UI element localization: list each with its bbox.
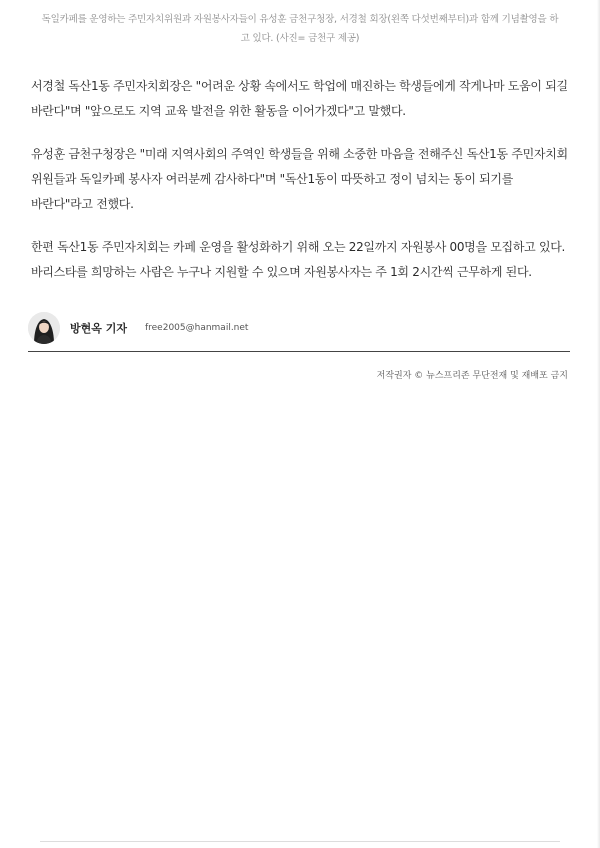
article-paragraph: 유성훈 금천구청장은 "미래 지역사회의 주역인 학생들을 위해 소중한 마음을 전해주신 독산1동 주민자치회 위원들과 독일카페 봉사자 여러분께 감사하다"며 "독산1동이 따뜻하고 정이 넘치는 동이 되기를 바란다"라고 전했다.	[31, 147, 568, 211]
photo-caption: 독일카페를 운영하는 주민자치위원과 자원봉사자들이 유성훈 금천구청장, 서경철 회장(왼쪽 다섯번째부터)과 함께 기념촬영을 하고 있다. (사진= 금천구 제공)	[41, 14, 559, 44]
byline	[28, 310, 248, 346]
article-paragraph: 서경철 독산1동 주민자치회장은 "어려운 상황 속에서도 학업에 매진하는 학생들에게 작게나마 도움이 되길 바란다"며 "앞으로도 지역 교육 발전을 위한 활동을 이어가겠다"고 말했다.	[31, 79, 568, 118]
copyright-notice: 저작권자 © 뉴스프리존 무단전재 및 재배포 금지	[376, 371, 568, 381]
reporter-email[interactable]: free2005@hanmail.net	[144, 323, 249, 333]
divider	[28, 351, 570, 352]
reporter-avatar	[28, 312, 60, 344]
article-paragraph: 한편 독산1동 주민자치회는 카페 운영을 활성화하기 위해 오는 22일까지 자원봉사 00명을 모집하고 있다. 바리스타를 희망하는 사람은 누구나 지원할 수 있으며 자원봉사자는 주 1회 2시간씩 근무하게 된다.	[31, 240, 566, 279]
article-body	[31, 74, 576, 303]
page-bottom-edge	[40, 841, 560, 842]
reporter-name: 방현옥 기자	[70, 322, 127, 335]
